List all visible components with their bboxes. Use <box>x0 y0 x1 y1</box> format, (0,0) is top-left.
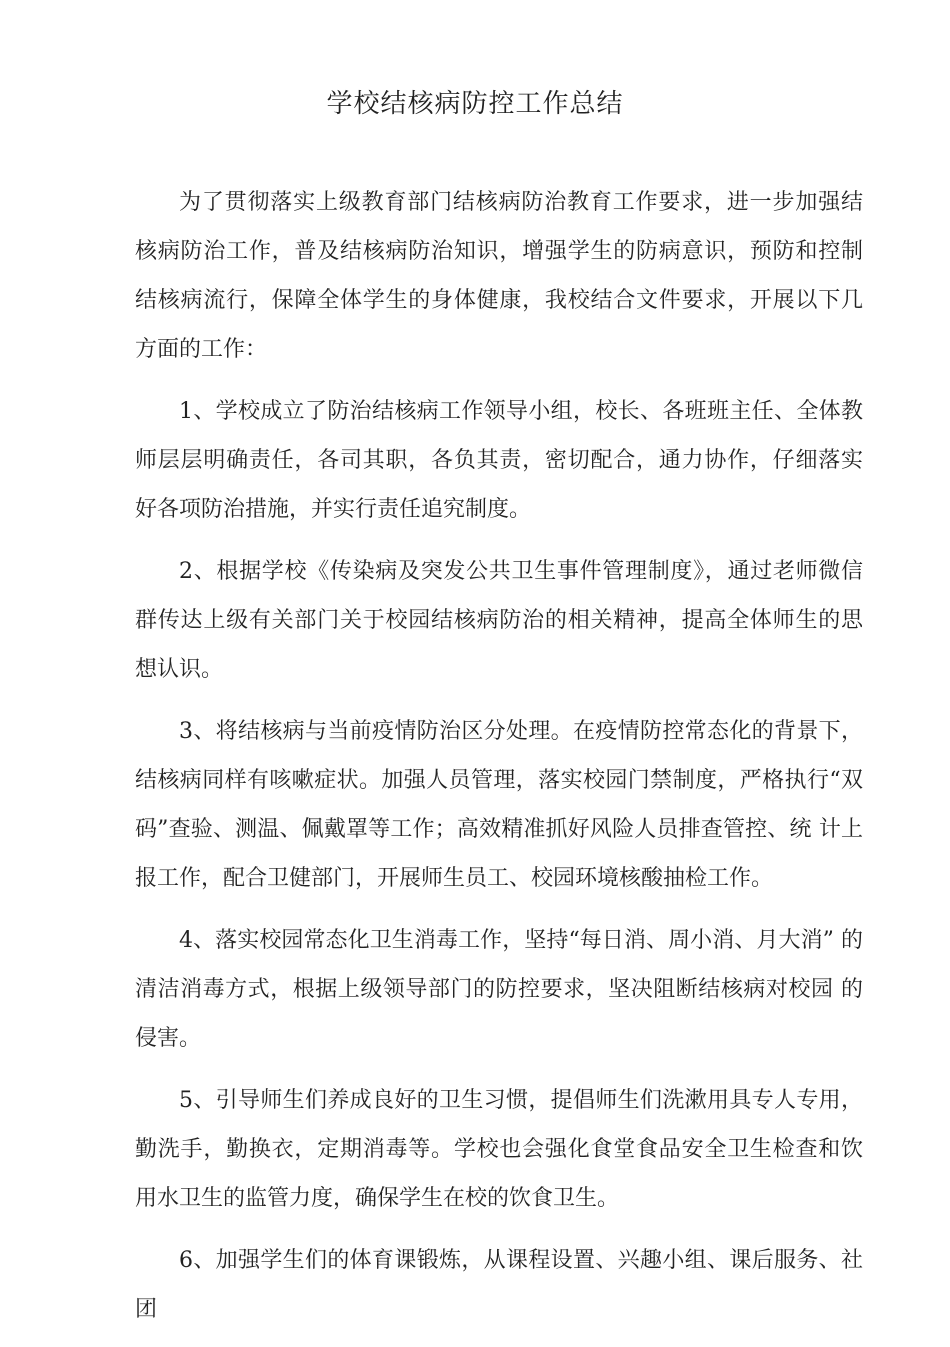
paragraph-item-1: 1、学校成立了防治结核病工作领导小组，校长、各班班主任、全体教 师层层明确责任，各司其职，各负其责，密切配合，通力协作，仔细落实 好各项防治措施，并实行责任追究制度。 <box>135 399 870 522</box>
paragraph-item-4: 4、落实校园常态化卫生消毒工作，坚持“每日消、周小消、月大消” 的清洁消毒方式，根据上级领导部门的防控要求，坚决阻断结核病对校园 的侵害。 <box>135 928 863 1051</box>
paragraph-item-6: 6、加强学生们的体育课锻炼，从课程设置、兴趣小组、课后服务、社 团 <box>135 1248 870 1322</box>
document-body <box>135 178 870 1347</box>
paragraph-item-3: 3、将结核病与当前疫情防治区分处理。在疫情防控常态化的背景下， 结核病同样有咳嗽症状。加强人员管理，落实校园门禁制度，严格执行“双码”查验、测温、佩戴罩等工作；高效精准抓好风险人员排查管控、统 计上报工作，配合卫健部门，开展师生员工、校园环境核酸抽检工作。 <box>135 719 870 891</box>
document-title: 学校结核病防控工作总结 <box>326 89 624 119</box>
paragraph-item-2: 2、根据学校《传染病及突发公共卫生事件管理制度》，通过老师微信 群传达上级有关部门关于校园结核病防治的相关精神，提高全体师生的思 想认识。 <box>135 559 870 682</box>
paragraph-item-5: 5、引导师生们养成良好的卫生习惯，提倡师生们洗漱用具专人专用， 勤洗手，勤换衣，定期消毒等。学校也会强化食堂食品安全卫生检查和饮 用水卫生的监管力度，确保学生在校的饮食卫生。 <box>135 1088 870 1211</box>
paragraph-intro: 为了贯彻落实上级教育部门结核病防治教育工作要求，进一步加强结 核病防治工作，普及结核病防治知识，增强学生的防病意识，预防和控制 结核病流行，保障全体学生的身体健康，我校结合文件要求，开展以下几 方面的工作： <box>135 190 870 362</box>
